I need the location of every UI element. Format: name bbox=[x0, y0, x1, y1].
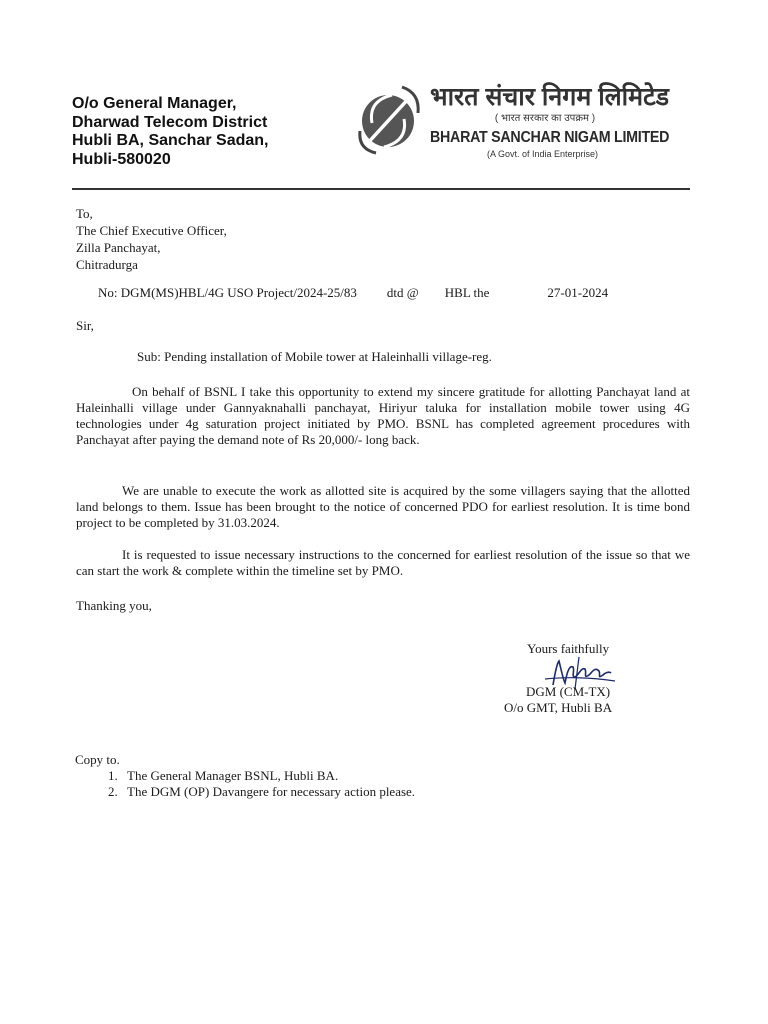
header-divider bbox=[72, 188, 690, 190]
company-brand bbox=[430, 82, 670, 159]
signature-block bbox=[504, 641, 644, 716]
reference-dtd: dtd @ bbox=[386, 285, 419, 300]
address-line-4: Hubli-580020 bbox=[72, 150, 171, 168]
body-paragraph-1: On behalf of BSNL I take this opportunity to extend my sincere gratitude for allotting Panchayat land at Haleinhalli village under Gannyaknahalli panchayat, Hiriyur taluka for installation mobile tower using 4G technologies under 4g saturation project initiated by PMO. BSNL has completed agreement procedures with Panchayat after paying the demand note of Rs 20,000/- long back. bbox=[76, 384, 690, 447]
signatory-office: O/o GMT, Hubli BA bbox=[504, 700, 613, 715]
company-subtitle-english: (A Govt. of India Enterprise) bbox=[487, 149, 599, 159]
copy-to-item-1: 1. The General Manager BSNL, Hubli BA. bbox=[121, 768, 415, 784]
copy-to-label: Copy to. bbox=[75, 752, 120, 767]
company-subtitle-hindi: ( भारत सरकार का उपक्रम ) bbox=[494, 113, 596, 124]
reference-line bbox=[98, 285, 608, 301]
copy-to-item-2: 2. The DGM (OP) Davangere for necessary action please. bbox=[121, 784, 415, 800]
recipient-line-3: Zilla Panchayat, bbox=[76, 240, 161, 255]
salutation: Sir, bbox=[76, 318, 94, 333]
reference-date: 27-01-2024 bbox=[547, 285, 609, 300]
recipient-block bbox=[76, 205, 227, 273]
signatory-designation: DGM (CM-TX) bbox=[526, 684, 611, 699]
address-line-2: Dharwad Telecom District bbox=[72, 113, 268, 131]
reference-number: No: DGM(MS)HBL/4G USO Project/2024-25/83 bbox=[98, 285, 357, 300]
address-line-1: O/o General Manager, bbox=[72, 95, 237, 112]
copy-to-list bbox=[75, 768, 415, 800]
address-line-3: Hubli BA, Sanchar Sadan, bbox=[72, 132, 269, 149]
reference-place: HBL the bbox=[444, 285, 490, 300]
company-name-hindi: भारत संचार निगम लिमिटेड bbox=[430, 83, 670, 111]
closing-line: Thanking you, bbox=[76, 598, 152, 613]
yours-faithfully: Yours faithfully bbox=[527, 641, 610, 656]
body-paragraph-3: It is requested to issue necessary instructions to the concerned for earliest resolution of the issue so that we can start the work & complete within the timeline set by PMO. bbox=[76, 547, 690, 578]
sender-address bbox=[72, 95, 342, 169]
recipient-line-2: The Chief Executive Officer, bbox=[76, 223, 227, 238]
recipient-line-1: To, bbox=[76, 206, 93, 221]
company-name-english: BHARAT SANCHAR NIGAM LIMITED bbox=[430, 129, 670, 146]
bsnl-logo-icon bbox=[358, 83, 424, 155]
copy-to-block bbox=[75, 752, 415, 800]
recipient-line-4: Chitradurga bbox=[76, 257, 138, 272]
subject-line: Sub: Pending installation of Mobile tower at Haleinhalli village-reg. bbox=[137, 349, 492, 364]
body-paragraph-2: We are unable to execute the work as allotted site is acquired by the some villagers saying that the allotted land belongs to them. Issue has been brought to the notice of concerned PDO for earliest resolution. It is time bond project to be completed by 31.03.2024. bbox=[76, 483, 690, 530]
